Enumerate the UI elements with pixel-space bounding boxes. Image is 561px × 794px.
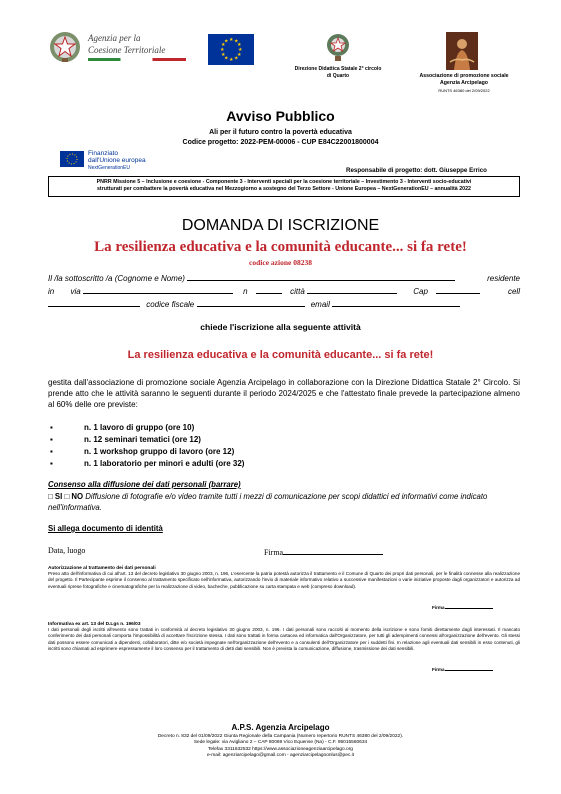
svg-text:★: ★	[234, 55, 239, 62]
eu-funding-flag-icon	[60, 151, 84, 167]
privacy-block-1	[48, 566, 520, 590]
school-emblem-icon	[325, 32, 351, 62]
activity-item: ▪ n. 1 workshop gruppo di lavoro (ore 12)	[48, 446, 520, 458]
funding-line2: dall'Unione europea	[88, 157, 146, 164]
via-label: via	[70, 287, 81, 296]
school-caption-line1: Direzione Didattica Statale 2° circolo	[294, 66, 382, 72]
svg-text:★: ★	[229, 37, 234, 43]
number-field[interactable]	[256, 285, 282, 294]
consent-yes-checkbox[interactable]: □	[48, 492, 53, 501]
privacy1-signature-field[interactable]	[445, 604, 493, 609]
action-code: codice azione 08238	[249, 258, 312, 267]
eu-funding-text	[88, 150, 146, 172]
application-title: DOMANDA DI ISCRIZIONE	[181, 217, 380, 234]
assoc-caption-runts: RUNTS 46380 del 2/09/2022	[438, 88, 490, 93]
consent-heading: Consenso alla diffusione dei dati personali (barrare)	[48, 480, 241, 489]
project-title-red: La resilienza educativa e la comunità educante... si fa rete!	[94, 239, 467, 255]
activity-item: ▪ n. 1 lavoro di gruppo (ore 10)	[48, 422, 520, 434]
form-row-2	[48, 285, 520, 298]
privacy2-signature-field[interactable]	[445, 666, 493, 671]
privacy2-signature	[432, 666, 493, 672]
consent-no-checkbox[interactable]: □	[64, 492, 70, 501]
assoc-caption-line1: Associazione di promozione sociale	[419, 73, 509, 79]
svg-text:★: ★	[237, 42, 242, 48]
form-row-1	[48, 272, 520, 285]
street-field[interactable]	[83, 285, 233, 294]
assoc-caption-line2: Agenzia Arcipelago	[440, 80, 488, 86]
email-field[interactable]	[332, 298, 460, 307]
footer-details	[0, 734, 561, 759]
svg-text:★: ★	[224, 38, 229, 45]
privacy1-body: Preso atto dell'informativa di cui all'art. 13 del decreto legislativo 30 giugno 2003, n. 196, L'esercente la patria potestà autorizza il trattamento e il Comune di Quarto dei propri dati personali, per le finalità connesse alla realizzazione del progetto. Il Partecipante esprime il consenso al trattamento specificato nell'informativa, autorizzando l'invio di materiale informativo relativo a successive manifestazioni o varie iniziative proposte dagli organizzatori e autorizza ad eventuali riprese fotografiche e cinematografiche per la realizzazione di video, bacheche, pubblicazione su carta stampata e web (compreso download).	[48, 571, 520, 589]
school-logo-caption	[278, 66, 398, 79]
cap-label: Cap	[413, 287, 428, 296]
cap-field[interactable]	[436, 285, 480, 294]
logo-text-line1: Agenzia per la	[88, 33, 141, 43]
form-row-3	[48, 298, 520, 311]
name-label: Il /la sottoscritto /a (Cognome e Nome)	[48, 274, 185, 283]
fiscal-code-field[interactable]	[197, 298, 305, 307]
date-place-label: Data, luogo	[48, 546, 86, 555]
logo-text-line2: Coesione Territoriale	[88, 45, 166, 55]
footer-line1: Decreto n. 832 del 01/09/2022 Giunta Regionale della Campania (Numero repertorio RUNTS 46380 del 2/09/2022).	[157, 734, 404, 739]
pnrr-line2: strutturati per combattere la povertà educativa nel Mezzogiorno a sostegno del Terzo Settore - Unione Europea – NextGenerationEU – annualità 2022	[96, 186, 471, 193]
svg-text:★: ★	[221, 52, 226, 58]
name-field[interactable]	[187, 272, 455, 281]
project-codes: Codice progetto: 2022-PEM-00006 - CUP E84C22001800004	[182, 139, 379, 146]
svg-text:★: ★	[229, 57, 234, 63]
cell-field[interactable]	[48, 298, 140, 307]
svg-text:★: ★	[221, 42, 226, 48]
notice-title: Avviso Pubblico	[226, 108, 335, 124]
svg-text:★: ★	[224, 55, 229, 62]
activity-title-red: La resilienza educativa e la comunità educante... si fa rete!	[127, 349, 434, 361]
description-paragraph: gestita dall'associazione di promozione sociale Agenzia Arcipelago in collaborazione con la Direzione Didattica Statale 2° Circolo. Si prende atto che le attività saranno le seguenti durante il periodo 2024/2025 e che l'attestato finale prevede la partecipazione almeno al 60% delle ore previste:	[48, 378, 520, 409]
activity-item: ▪ n. 12 seminari tematici (ore 12)	[48, 434, 520, 446]
footer-line4: e-mail: agenziarcipelago@gmail.com - agenziarcipelagoonlus@pec.it	[206, 752, 355, 758]
svg-text:★: ★	[234, 38, 239, 45]
footer-line3: Telefax 3311632532 https://www.associazioneagenziaarcipelago.org	[208, 746, 353, 752]
svg-text:★: ★	[237, 52, 242, 58]
city-label: città	[290, 287, 305, 296]
signature-label	[264, 546, 383, 557]
eu-flag-icon	[208, 34, 254, 65]
notice-subtitle: Ali per il futuro contro la povertà educativa	[209, 129, 352, 136]
fiscal-code-label: codice fiscale	[146, 300, 195, 309]
footer-line2: Sede legale: via Avigliano 2 – CAP 80069 Vico Equense (Na) - C.F. 95015560634	[193, 740, 368, 746]
email-label: email	[310, 300, 330, 309]
funding-line1: Finanziato	[88, 150, 118, 157]
privacy1-signature-label: Firma	[432, 605, 445, 610]
school-caption-line2: di Quarto	[326, 72, 350, 79]
coesione-territoriale-logo	[88, 32, 188, 61]
funding-line3: NextGenerationEU	[88, 165, 130, 171]
svg-text:★: ★	[220, 47, 225, 53]
project-manager: Responsabile di progetto: dott. Giuseppe Errico	[346, 167, 487, 174]
consent-yes-label: SI	[54, 492, 63, 501]
privacy-block-2	[48, 622, 520, 653]
consent-options	[48, 492, 520, 513]
privacy2-body: I dati personali degli iscritti all'evento sono trattati in conformità al decreto legislativo 30 giugno 2003, n. 196. I dati personali sono raccolti al momento della iscrizione e sono forniti direttamente dagli interessati. Il mancato conferimento dei dati personali comporta l'impossibilità di accettare l'iscrizione stessa. I dati sono trattati in forma cartacea ed informatica dall'Organizzatore, per tutti gli adempimenti connessi all'organizzazione dell'evento. Gli stessi dati possono essere comunicati a dipendenti, collaboratori, ditte e/o società impegnate nell'organizzazione dell'evento e a consulenti dell'Organizzatore per i suddetti fini. In relazione agli eventuali dati sensibili in esso contenuti, gli iscritti sono chiamati ad esprimere espressamente il loro consenso per il trattamento di detti dati sensibili. Non è prevista la comunicazione, diffusione, trasmissione dei dati sensibili.	[48, 627, 520, 652]
footer-title: A.P.S. Agenzia Arcipelago	[231, 723, 330, 732]
consent-text: Diffusione di fotografie e/o video tramite tutti i mezzi di comunicazione per scopi didattici ed informativi come indicato nell'informativa.	[48, 492, 488, 512]
italian-flag-stripe	[88, 58, 186, 61]
attachment-note: Si allega documento di identità	[48, 524, 163, 533]
privacy1-signature	[432, 604, 493, 610]
cell-label: cell	[507, 287, 520, 296]
applicant-form	[48, 272, 520, 311]
request-statement: chiede l'iscrizione alla seguente attività	[200, 322, 361, 332]
city-field[interactable]	[307, 285, 397, 294]
number-label: n	[243, 287, 248, 296]
italian-republic-emblem-icon	[48, 30, 82, 64]
privacy1-title: Autorizzazione al trattamento dei dati personali	[48, 566, 156, 571]
arcipelago-logo-caption	[405, 73, 523, 95]
pnrr-box	[48, 176, 520, 197]
svg-text:★: ★	[238, 47, 243, 53]
privacy2-title: Informativa ex art. 13 del D.Lgs n. 196/03	[48, 622, 141, 627]
in-label: in	[48, 287, 55, 296]
resident-label: residente	[487, 274, 520, 283]
arcipelago-logo-image	[446, 32, 478, 70]
activity-item: ▪ n. 1 laboratorio per minori e adulti (ore 32)	[48, 458, 520, 470]
privacy2-signature-label: Firma	[432, 667, 445, 672]
signature-field[interactable]	[283, 546, 383, 555]
pnrr-line1: PNRR Missione 5 – Inclusione e coesione - Componente 3 - Interventi speciali per la coesione territoriale – Investimento 3 - Interventi socio-educativi	[96, 179, 472, 185]
activities-list	[48, 422, 520, 470]
consent-no-label: NO	[71, 492, 84, 501]
signature-label-text: Firma	[264, 548, 284, 557]
